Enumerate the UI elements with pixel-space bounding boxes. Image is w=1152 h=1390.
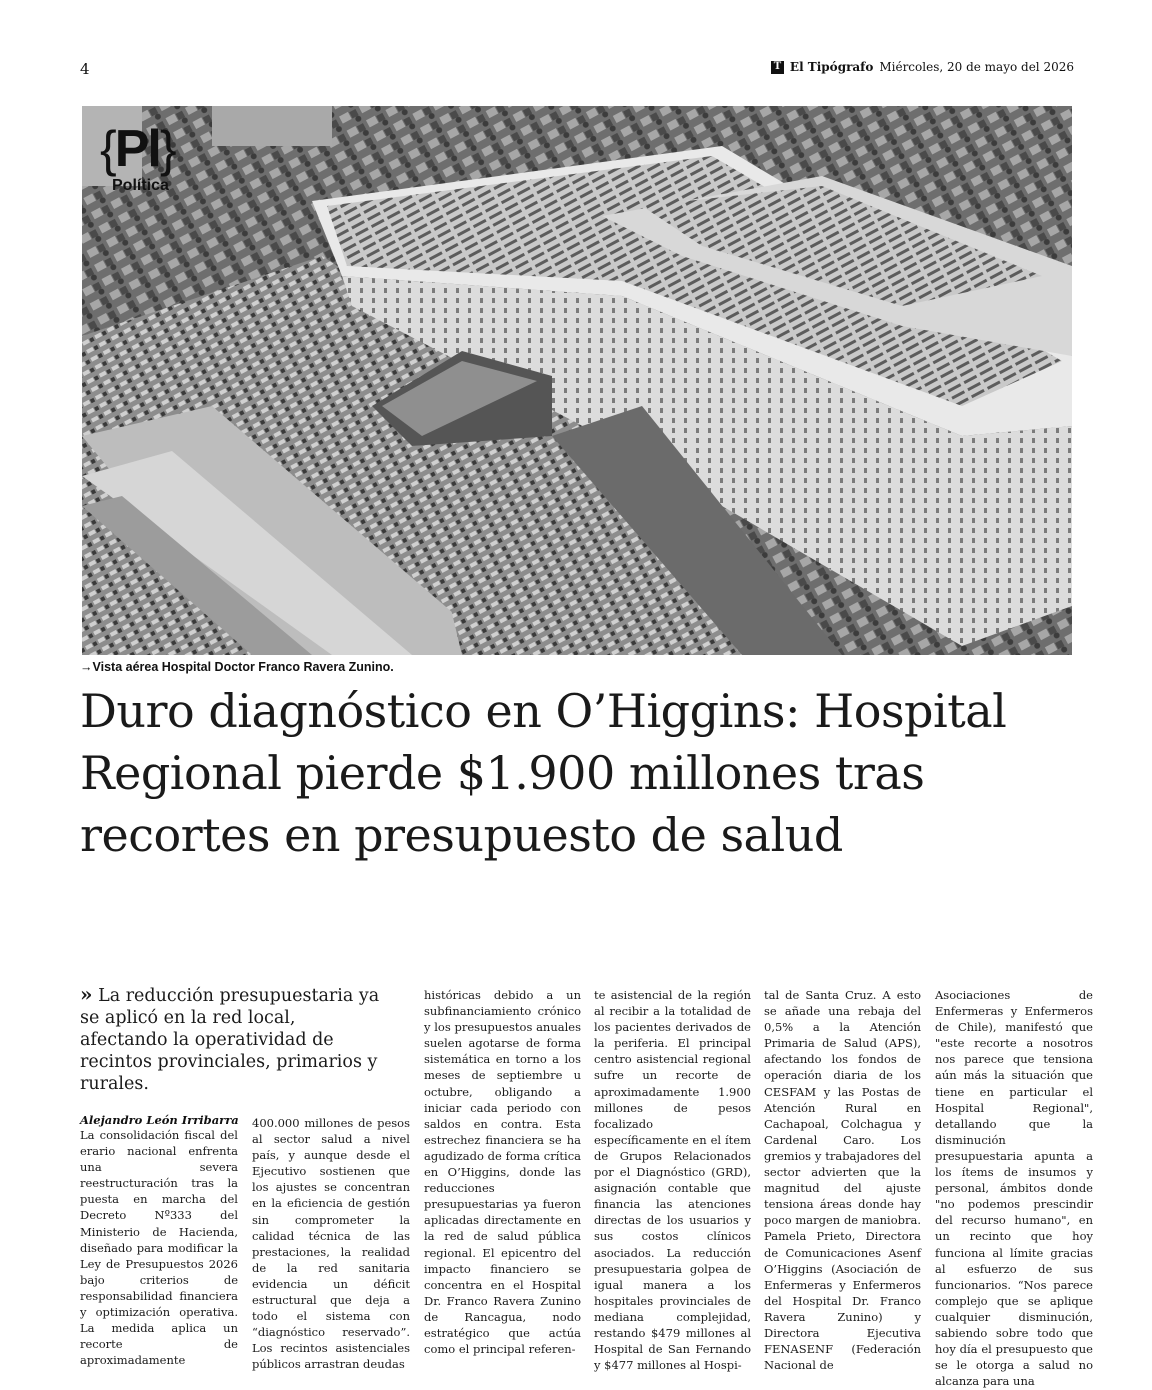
lede-mark: » bbox=[80, 982, 93, 1006]
lede-text: La reducción presupuestaria ya se aplicó en la red local, afectando la operatividad de recintos provinciales, primarios y rurales. bbox=[80, 986, 380, 1094]
lede bbox=[80, 983, 380, 1095]
photo-caption: →Vista aérea Hospital Doctor Franco Ravera Zunino. bbox=[80, 660, 394, 674]
column-text: 400.000 millones de pesos al sector salud a nivel país, y aunque desde el Ejecutivo sostienen que los ajustes se concentran en la eficiencia de gestión sin comprometer la calidad técnica de las prestaciones, la realidad de la red sanitaria evidencia un déficit estructural que deja a todo el sistema con “diagnóstico reservado”. Los recintos asistenciales públicos arrastran deudas bbox=[252, 1116, 410, 1372]
column-text: te asistencial de la región al recibir a la totalidad de los pacientes derivados de la periferia. El principal centro asistencial regional sufre un recorte de aproximadamente 1.900 millones de pesos focalizado específicamente en el ítem de Grupos Relacionados por el Diagnóstico (GRD), asignación contable que financia las atenciones directas de los usuarios y sus costos clínicos asociados. La reducción presupuestaria golpea de igual manera a los hospitales provinciales de mediana complejidad, restando $479 millones al Hospital de San Fernando y $477 millones al Hospi- bbox=[594, 988, 751, 1373]
headline: Duro diagnóstico en O’Higgins: Hospital Regional pierde $1.900 millones tras recortes en presupuesto de salud bbox=[80, 684, 1007, 862]
column-text: Asociaciones de Enfermeras y Enfermeros de Chile), manifestó que "este recorte a nosotros nos parece que tensiona aún más la situación que tiene en particular el Hospital Regional", detallando que la disminución presupuestaria apunta a los ítems de insumos y personal, ámbitos donde "no podemos prescindir del recurso humano", en un recinto que hoy funciona al límite gracias al esfuerzo de sus funcionarios. “Nos parece complejo que se aplique cualquier disminución, sabiendo sobre todo que hoy día el presupuesto que se le otorga a salud no alcanza para una bbox=[935, 988, 1093, 1389]
page-number: 4 bbox=[80, 60, 90, 78]
article-column-5 bbox=[764, 987, 921, 1373]
masthead bbox=[771, 60, 1074, 74]
article-column-4 bbox=[594, 987, 751, 1373]
column-text: históricas debido a un subfinanciamiento crónico y los presupuestos anuales suelen agotarse de forma sistemática en torno a los meses de septiembre u octubre, obligando a iniciar cada periodo con saldos en contra. Esta estrechez financiera se ha agudizado de forma crítica en O’Higgins, donde las reducciones presupuestarias ya fueron aplicadas directamente en la red de salud pública regional. El epicentro del impacto financiero se concentra en el Hospital Dr. Franco Ravera Zunino de Rancagua, nodo estratégico que actúa como el principal referen- bbox=[424, 988, 581, 1357]
section-badge bbox=[100, 120, 175, 195]
section-name: Política bbox=[112, 177, 169, 194]
aerial-photo-illustration bbox=[82, 106, 1072, 655]
newspaper-logo-icon: T bbox=[771, 61, 784, 74]
article-column-6 bbox=[935, 987, 1093, 1389]
byline: Alejandro León Irribarra bbox=[80, 1113, 239, 1127]
article-column-1 bbox=[80, 1127, 238, 1368]
column-text: tal de Santa Cruz. A esto se añade una rebaja del 0,5% a la Atención Primaria de Salud (APS), afectando los fondos de operación diaria de los CESFAM y las Postas de Atención Rural en Cachapoal, Colchagua y Cardenal Caro. Los gremios y trabajadores del sector advierten que la magnitud del ajuste tensiona áreas donde hay poco margen de maniobra. Pamela Prieto, Directora de Comunicaciones Asenf O’Higgins (Asociación de Enfermeras y Enfermeros del Hospital Dr. Franco Ravera Zunino) y Directora Ejecutiva FENASENF (Federación Nacional de bbox=[764, 988, 921, 1373]
issue-date: Miércoles, 20 de mayo del 2026 bbox=[879, 60, 1074, 74]
newspaper-name: El Tipógrafo bbox=[789, 60, 874, 74]
article-column-3 bbox=[424, 987, 581, 1362]
article-column-2 bbox=[252, 1115, 410, 1372]
section-logo: {Pl} bbox=[100, 120, 175, 178]
column-text: La consolidación fiscal del erario nacional enfrenta una severa reestructuración tras la puesta en marcha del Decreto Nº333 del Ministerio de Hacienda, diseñado para modificar la Ley de Presupuestos 2026 bajo criterios de responsabilidad financiera y optimización operativa. La medida aplica un recorte de aproximadamente bbox=[80, 1128, 238, 1368]
hospital-aerial-photo bbox=[82, 106, 1072, 655]
